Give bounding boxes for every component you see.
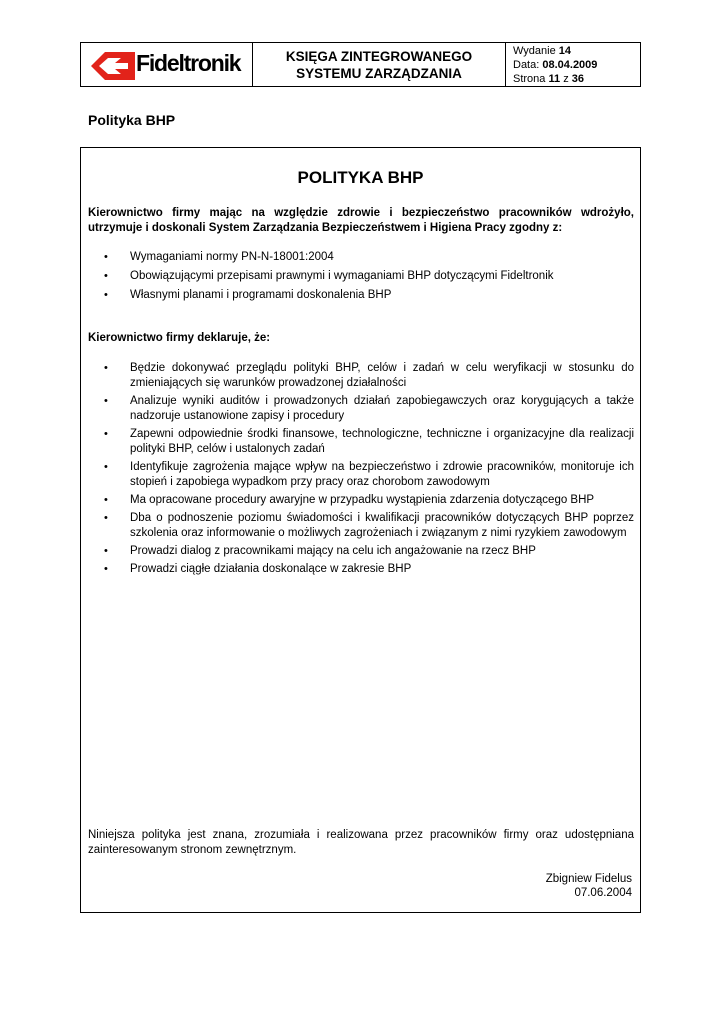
- edition-label: Wydanie: [513, 45, 556, 57]
- list-item: • Ma opracowane procedury awaryjne w przypadku wystąpienia zdarzenia dotyczącego BHP: [104, 494, 595, 506]
- page-total: 36: [571, 73, 584, 85]
- section-heading: Polityka BHP: [88, 112, 176, 128]
- bullet-icon: •: [104, 563, 108, 575]
- policy-title: POLITYKA BHP: [297, 168, 424, 187]
- logo-text: Fideltronik: [136, 50, 241, 76]
- policy-box: [80, 147, 641, 913]
- manual-title-line2: SYSTEMU ZARZĄDZANIA: [296, 65, 462, 81]
- fideltronik-logo-icon: [91, 52, 135, 80]
- bullet-icon: •: [104, 461, 108, 473]
- declaration-list: [88, 361, 634, 580]
- closing-statement: Niniejsza polityka jest znana, zrozumiała i realizowana przez pracowników firmy oraz udostępniana zainteresowanym stronom zewnętrznym.: [88, 829, 634, 856]
- bullet-icon: •: [104, 270, 108, 282]
- page-row: [513, 72, 640, 86]
- manual-title-line1: KSIĘGA ZINTEGROWANEGO: [285, 48, 473, 64]
- edition-row: [513, 44, 640, 58]
- list-item: • Zapewni odpowiednie środki finansowe, technologiczne, techniczne i organizacyjne dla realizacji polityki BHP, celów i ustalonych zadań: [104, 428, 634, 455]
- bullet-icon: •: [104, 251, 108, 263]
- list-item: • Wymaganiami normy PN-N-18001:2004: [104, 251, 334, 263]
- document-meta: [506, 43, 640, 86]
- date-row: [513, 58, 640, 72]
- bullet-icon: •: [104, 428, 108, 440]
- list-item: • Prowadzi ciągłe działania doskonalące w zakresie BHP: [104, 563, 412, 575]
- page-label: Strona: [513, 73, 546, 85]
- signature-block: [546, 872, 632, 900]
- bullet-icon: •: [104, 395, 108, 407]
- list-item: • Obowiązującymi przepisami prawnymi i wymaganiami BHP dotyczącymi Fideltronik: [104, 270, 554, 282]
- list-item: • Prowadzi dialog z pracownikami mający na celu ich angażowanie na rzecz BHP: [104, 545, 536, 557]
- bullet-icon: •: [104, 545, 108, 557]
- bullet-icon: •: [104, 289, 108, 301]
- list-item: • Własnymi planami i programami doskonalenia BHP: [104, 289, 392, 301]
- list-item: • Będzie dokonywać przeglądu polityki BHP, celów i zadań w celu weryfikacji w stosunku do zmieniających się warunków prowadzonej działalności: [104, 362, 634, 389]
- document-header: [80, 42, 641, 87]
- edition-value: 14: [558, 45, 572, 57]
- list-item: • Analizuje wyniki auditów i prowadzonych działań zapobiegawczych oraz korygujących a także nadzoruje ustanowione zapisy i procedury: [104, 395, 634, 422]
- date-label: Data:: [513, 59, 540, 71]
- compliance-list: [88, 250, 634, 307]
- company-logo: [81, 43, 253, 86]
- bullet-icon: •: [104, 362, 108, 374]
- date-value: 08.04.2009: [542, 59, 598, 71]
- policy-intro: Kierownictwo firmy mając na względzie zdrowie i bezpieczeństwo pracowników wdrożyło, utrzymuje i doskonali System Zarządzania Bezpieczeństwem i Higiena Pracy zgodny z:: [88, 207, 634, 234]
- list-item: • Dba o podnoszenie poziomu świadomości i kwalifikacji pracowników dotyczących BHP poprzez szkolenia oraz informowanie o możliwych zagrożeniach i związanym z nimi ryzykiem zawodowym: [104, 512, 634, 539]
- bullet-icon: •: [104, 512, 108, 524]
- bullet-icon: •: [104, 494, 108, 506]
- page-value: 11: [548, 73, 561, 85]
- list-item: • Identyfikuje zagrożenia mające wpływ na bezpieczeństwo i zdrowie pracowników, monitoruje ich stopień i zapobiega wypadkom przy pracy oraz chorobom zawodowym: [104, 461, 634, 488]
- page-of: z: [563, 73, 569, 85]
- signature-date: 07.06.2004: [574, 887, 632, 899]
- declaration-heading: Kierownictwo firmy deklaruje, że:: [88, 332, 271, 344]
- signatory-name: Zbigniew Fidelus: [545, 873, 632, 885]
- manual-title: [253, 43, 506, 86]
